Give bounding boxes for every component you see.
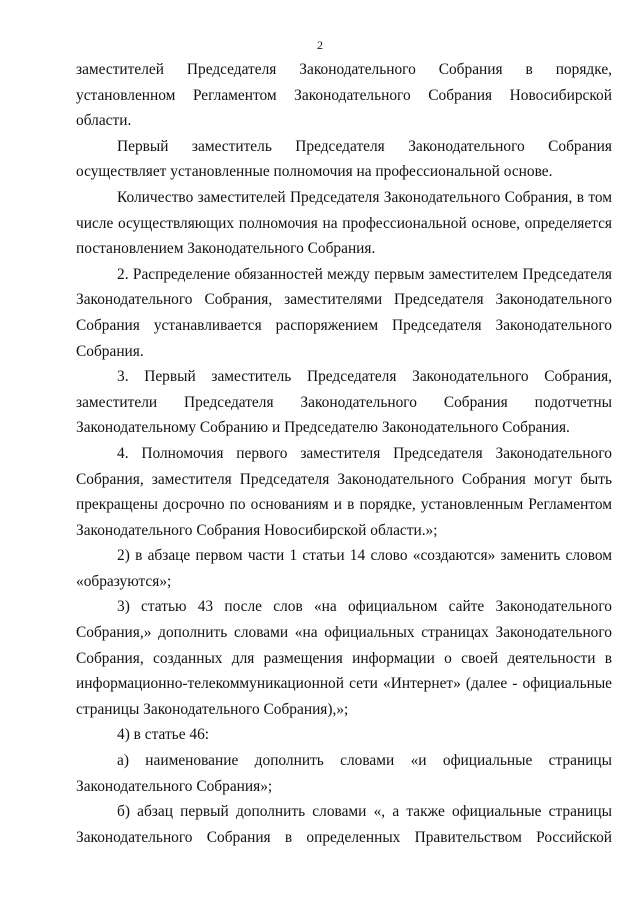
paragraph-3: Количество заместителей Председателя Законодательного Собрания, в том числе осуществляющих полномочия на профессиональной основе, определяется постановлением Законодательного Собрания. [76, 188, 612, 258]
paragraph-9: 4) в статье 46: [117, 726, 210, 744]
paragraph-2: Первый заместитель Председателя Законодательного Собрания осуществляет установленные полномочия на профессиональной основе. [76, 137, 612, 181]
paragraph-6: 4. Полномочия первого заместителя Председателя Законодательного Собрания, заместителя Председателя Законодательного Собрания могут быть прекращены досрочно по основаниям и в порядке, установленным Регламентом Законодательного Собрания Новосибирской области.»; [76, 444, 612, 539]
paragraph-11: б) абзац первый дополнить словами «, а также официальные страницы Законодательного Собрания в определенных Правительством Российской [76, 803, 612, 846]
page-number: 2 [317, 38, 323, 52]
paragraph-7: 2) в абзаце первом части 1 статьи 14 слово «создаются» заменить словом «образуются»; [76, 547, 612, 590]
paragraph-10: а) наименование дополнить словами «и официальные страницы Законодательного Собрания»; [76, 752, 612, 795]
paragraph-8: 3) статью 43 после слов «на официальном сайте Законодательного Собрания,» дополнить словами «на официальных страницах Законодательного Собрания, созданных для размещения информации о своей деятельности в информационно-телекоммуникационной сети «Интернет» (далее - официальные страницы Законодательного Собрания),»; [76, 598, 612, 718]
paragraph-5: 3. Первый заместитель Председателя Законодательного Собрания, заместители Председателя Законодательного Собрания подотчетны Законодательному Собранию и Председателю Законодательного Собрания. [76, 368, 612, 437]
document-body [76, 57, 612, 850]
paragraph-4: 2. Распределение обязанностей между первым заместителем Председателя Законодательного Собрания, заместителями Председателя Законодательного Собрания устанавливается распоряжением Председателя Законодательного Собрания. [76, 265, 612, 360]
paragraph-1: заместителей Председателя Законодательного Собрания в порядке, установленном Регламентом Законодательного Собрания Новосибирской области. [76, 61, 612, 130]
